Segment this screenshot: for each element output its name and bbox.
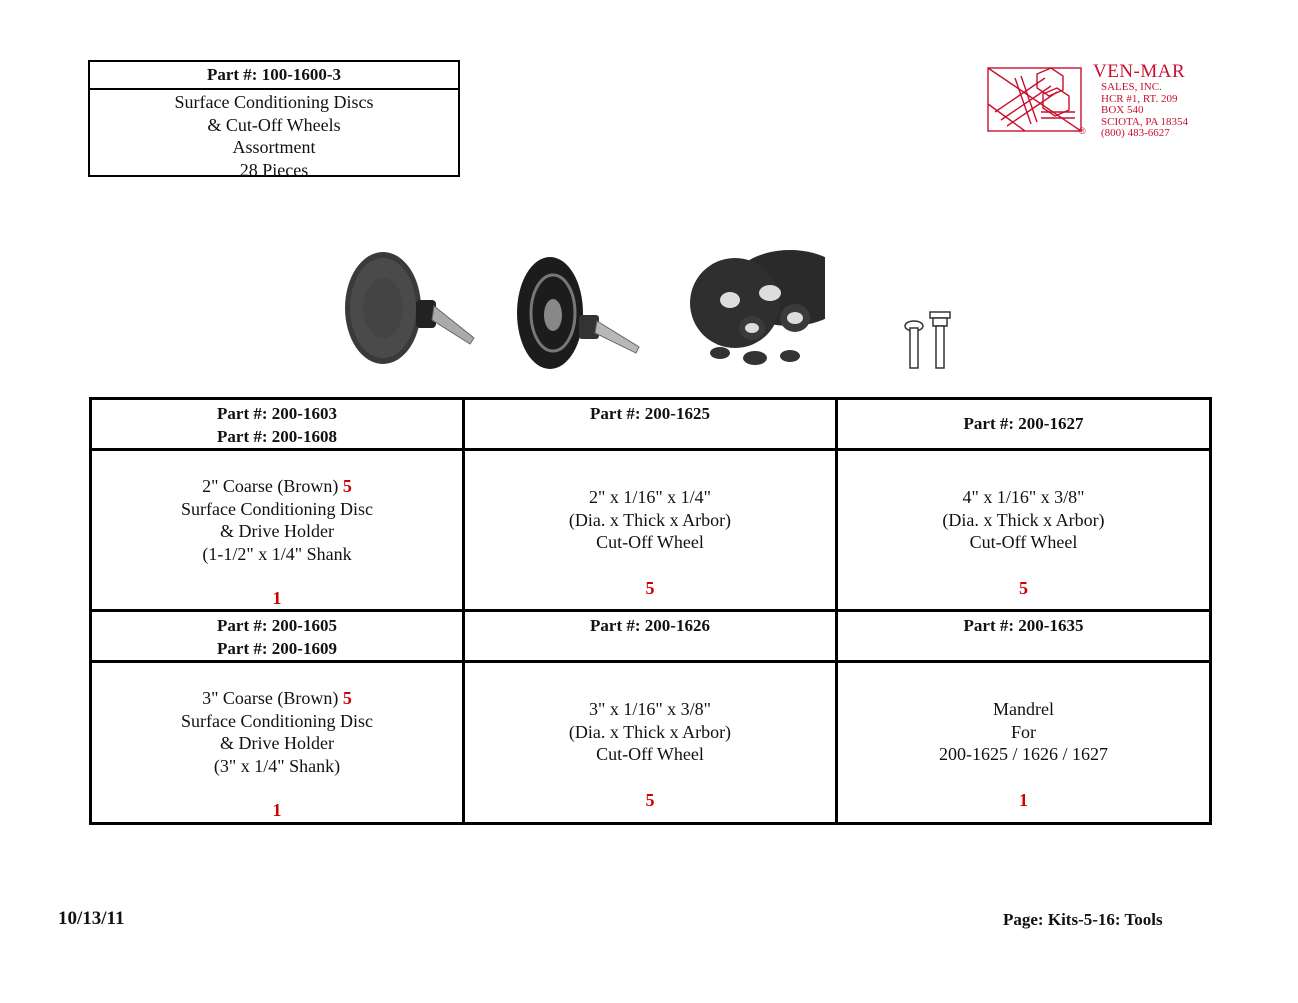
kit-description — [90, 90, 458, 181]
part-number: Part #: 200-1627 — [963, 413, 1084, 433]
desc-line: 3" x 1/16" x 3/8" — [588, 699, 712, 719]
desc-line: Surface Conditioning Disc — [181, 498, 373, 519]
desc-line: (Dia. x Thick x Arbor) — [942, 509, 1105, 530]
description-cell — [91, 450, 464, 611]
logo-brand: VEN-MAR — [1093, 61, 1186, 82]
logo-text — [1093, 62, 1188, 140]
part-number: Part #: 200-1609 — [217, 638, 337, 658]
table-row — [91, 450, 1211, 611]
desc-line: Cut-Off Wheel — [596, 532, 704, 552]
part-number-cell — [91, 611, 464, 662]
desc-line: & Drive Holder — [220, 521, 334, 541]
description-cell — [464, 662, 837, 824]
table-row — [91, 662, 1211, 824]
logo-address-line: BOX 540 — [1101, 104, 1144, 116]
company-logo — [985, 61, 1215, 142]
inline-quantity: 5 — [342, 476, 352, 496]
desc-line: 200-1625 / 1626 / 1627 — [939, 744, 1108, 764]
part-number-cell — [464, 399, 837, 450]
desc-line: (Dia. x Thick x Arbor) — [568, 721, 732, 742]
mandrel-picture — [900, 306, 960, 374]
part-number: Part #: 200-1625 — [590, 404, 710, 423]
logo-address-line: SCIOTA, PA 18354 — [1101, 115, 1189, 128]
desc-line — [92, 687, 462, 710]
desc-line: 4" x 1/16" x 3/8" — [962, 487, 1085, 507]
inline-quantity: 5 — [342, 688, 352, 708]
desc-line: For — [1010, 721, 1036, 742]
description-cell — [91, 662, 464, 824]
logo-emblem-icon — [985, 64, 1090, 136]
desc-line: Surface Conditioning Disc — [181, 710, 373, 731]
quantity: 1 — [272, 588, 282, 608]
desc-line: (3" x 1/4" Shank) — [213, 755, 341, 776]
desc-line: (1-1/2" x 1/4" Shank — [202, 543, 352, 564]
cut-off-wheels-picture — [690, 248, 825, 373]
desc-line: Cut-Off Wheel — [596, 744, 704, 764]
desc-text: 2" Coarse (Brown) — [202, 476, 339, 496]
kit-part-box — [88, 60, 460, 180]
description-cell — [837, 450, 1211, 611]
part-number: Part #: 200-1635 — [963, 616, 1084, 635]
part-number: Part #: 200-1608 — [217, 426, 337, 446]
description-cell — [464, 450, 837, 611]
logo-sub: SALES, INC. — [1101, 81, 1162, 93]
kit-desc-line: Surface Conditioning Discs — [174, 92, 374, 112]
kit-desc-line: Assortment — [232, 137, 316, 157]
footer-date: 10/13/11 — [58, 908, 125, 929]
quantity: 5 — [645, 790, 655, 810]
kit-desc-line: & Cut-Off Wheels — [207, 114, 341, 135]
part-number-cell — [837, 399, 1211, 450]
desc-line: (Dia. x Thick x Arbor) — [568, 509, 732, 530]
desc-line: Mandrel — [993, 699, 1054, 719]
quantity: 1 — [1019, 790, 1028, 810]
drive-holder-picture — [515, 255, 645, 375]
desc-line: Cut-Off Wheel — [969, 532, 1078, 552]
table-row — [91, 399, 1211, 450]
desc-text: 3" Coarse (Brown) — [202, 688, 339, 708]
parts-table — [89, 397, 1212, 825]
quantity: 5 — [645, 578, 655, 598]
description-cell — [837, 662, 1211, 824]
desc-line: & Drive Holder — [220, 733, 334, 753]
part-number-cell — [91, 399, 464, 450]
part-number: Part #: 200-1603 — [217, 404, 337, 423]
part-number-cell — [837, 611, 1211, 662]
logo-address-line: HCR #1, RT. 209 — [1101, 92, 1178, 105]
table-row — [91, 611, 1211, 662]
logo-address-line: (800) 483-6627 — [1101, 127, 1170, 139]
desc-line: 2" x 1/16" x 1/4" — [588, 487, 712, 507]
desc-line — [92, 475, 462, 498]
kit-part-number: Part #: 100-1600-3 — [90, 62, 458, 90]
part-number: Part #: 200-1605 — [217, 616, 337, 635]
registered-mark: ® — [1079, 126, 1086, 136]
quantity: 1 — [272, 800, 282, 820]
part-number: Part #: 200-1626 — [590, 616, 710, 635]
kit-desc-line: 28 Pieces — [239, 159, 309, 180]
surface-disc-picture — [338, 248, 478, 378]
part-number-cell — [464, 611, 837, 662]
quantity: 5 — [1019, 578, 1028, 598]
footer-page-label: Page: Kits-5-16: Tools — [1003, 910, 1163, 929]
